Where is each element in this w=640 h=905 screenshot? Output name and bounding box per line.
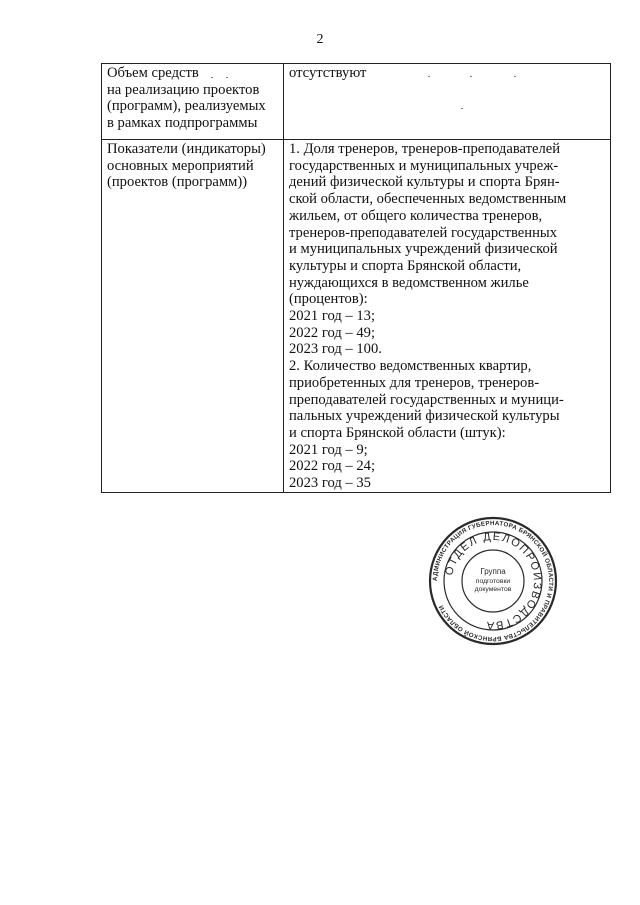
scan-speck: [514, 76, 516, 77]
cell-line: Объем средств: [107, 65, 199, 81]
scan-speck: [226, 77, 228, 78]
cell-line: культуры и спорта Брянской области,: [289, 257, 522, 274]
cell-line: 2. Количество ведомственных квартир,: [289, 358, 532, 375]
cell-line: преподавателей государственных и муници-: [289, 391, 564, 408]
cell-line: (программ), реализуемых: [107, 98, 266, 115]
stamp-center-line-2: подготовки: [475, 578, 511, 585]
table-row: [102, 64, 611, 140]
cell-line: Показатели (индикаторы): [107, 141, 266, 157]
stamp-center-line-1: Группа: [480, 567, 506, 576]
cell-line: в рамках подпрограммы: [107, 115, 258, 132]
cell-line: и муниципальных учреждений физической: [289, 241, 558, 258]
cell-line: 2021 год – 9;: [289, 441, 368, 458]
stamp-center-line-3: документов: [474, 586, 512, 593]
table-row: [102, 140, 611, 493]
row-value-indicators: [284, 140, 611, 493]
cell-line: 2021 год – 13;: [289, 308, 376, 325]
cell-line: ской области, обеспеченных ведомственным: [289, 191, 567, 208]
cell-line: тренеров-преподавателей государственных: [289, 224, 558, 241]
scan-speck: [428, 76, 430, 77]
stamp-seal: [428, 516, 558, 646]
cell-line: 2023 год – 100.: [289, 341, 382, 358]
cell-line: дений физической культуры и спорта Брян-: [289, 174, 560, 191]
cell-line: государственных и муниципальных учреж-: [289, 157, 559, 174]
cell-line: (проектов (программ)): [107, 174, 248, 191]
cell-line: на реализацию проектов: [107, 81, 260, 98]
cell-line: нуждающихся в ведомственном жилье: [289, 274, 529, 291]
cell-line: и спорта Брянской области (штук):: [289, 424, 506, 441]
cell-line: 1. Доля тренеров, тренеров-преподавателей: [289, 141, 561, 157]
cell-line: 2022 год – 24;: [289, 458, 376, 475]
scan-speck: [470, 76, 472, 77]
stamp-ring-text: ОТДЕЛ ДЕЛОПРОИЗВОДСТВА: [443, 530, 544, 632]
cell-line: (процентов):: [289, 291, 368, 308]
passport-table: [101, 63, 611, 493]
scan-speck: [461, 108, 463, 109]
page-number: 2: [316, 32, 324, 47]
cell-line: 2022 год – 49;: [289, 324, 376, 341]
cell-line: основных мероприятий: [107, 157, 254, 174]
stamp-outer-text: АДМИНИСТРАЦИЯ ГУБЕРНАТОРА БРЯНСКОЙ ОБЛАСТИ И ПРАВИТЕЛЬСТВА БРЯНСКОЙ ОБЛАСТИ: [431, 519, 555, 643]
row-label-funding: [102, 64, 284, 140]
cell-line: жильем, от общего количества тренеров,: [289, 207, 543, 224]
cell-line: приобретенных для тренеров, тренеров-: [289, 374, 540, 391]
cell-line: пальных учреждений физической культуры: [289, 408, 560, 425]
cell-line: отсутствуют: [289, 65, 367, 81]
row-value-funding: [284, 64, 611, 140]
cell-line: 2023 год – 35: [289, 475, 371, 492]
scan-speck: [211, 77, 213, 78]
row-label-indicators: [102, 140, 284, 493]
